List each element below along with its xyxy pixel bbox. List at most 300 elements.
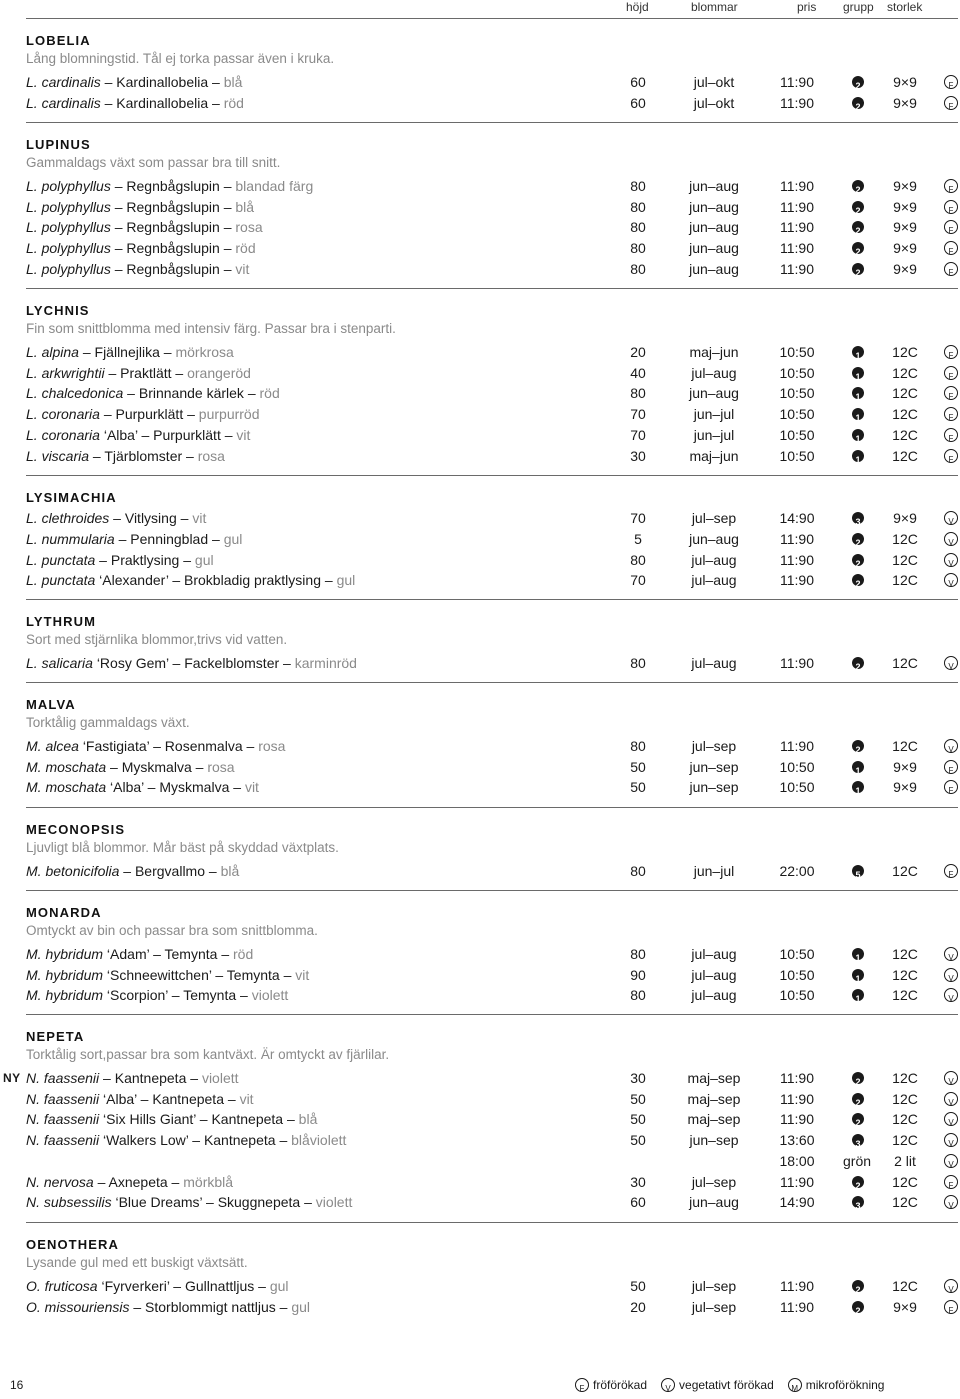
cultivar-name: ‘Blue Dreams’ (115, 1194, 203, 1210)
section-divider (26, 599, 958, 600)
group-number: 2 (852, 1176, 864, 1188)
table-row (0, 1089, 960, 1109)
plant-name: L. polyphyllus – Regnbågslupin – blandad färg (26, 178, 314, 194)
pot-size: 9×9 (893, 199, 917, 215)
propagation-type (944, 1130, 958, 1150)
plant-height: 70 (630, 572, 646, 588)
common-name: Storblommigt nattljus (145, 1299, 276, 1315)
common-name: Kantnepeta (152, 1091, 224, 1107)
bloom-period: jul–aug (691, 946, 737, 962)
propagation-type (944, 363, 958, 383)
flower-color: röd (259, 385, 280, 401)
plant-name: N. faassenii ‘Six Hills Giant’ – Kantnepeta – blå (26, 1111, 318, 1127)
bloom-period: jun–sep (689, 779, 739, 795)
latin-name: M. moschata (26, 759, 107, 775)
latin-name: N. faassenii (26, 1070, 100, 1086)
plant-height: 30 (630, 1070, 646, 1086)
header-height: höjd (626, 0, 649, 14)
bloom-period: maj–jun (689, 344, 739, 360)
section-title: LUPINUS (26, 137, 91, 152)
plant-height: 80 (630, 199, 646, 215)
latin-name: L. cardinalis (26, 95, 101, 111)
propagation-type (944, 861, 958, 881)
section-description: Gammaldags växt som passar bra till snitt. (26, 155, 281, 170)
table-row (0, 1297, 960, 1317)
table-row (0, 446, 960, 466)
propagation-type (944, 550, 958, 570)
flower-color: violett (201, 1070, 239, 1086)
propagation-type (944, 217, 958, 237)
table-row (0, 72, 960, 92)
propagation-type (944, 1276, 958, 1296)
group-badge (852, 93, 864, 113)
common-name: Fackelblomster (184, 655, 280, 671)
group-badge (852, 529, 864, 549)
propagation-icon: F (944, 407, 958, 421)
propagation-icon: V (944, 656, 958, 670)
flower-color: gul (223, 531, 243, 547)
pot-size: 12C (892, 1194, 918, 1210)
bloom-period: jul–aug (691, 967, 737, 983)
propagation-legend (575, 1375, 884, 1395)
pot-size: 9×9 (893, 240, 917, 256)
legend-item (788, 1375, 885, 1395)
propagation-icon: F (944, 449, 958, 463)
common-name: Bergvallmo (134, 863, 205, 879)
group-number: 1 (852, 387, 864, 399)
latin-name: L. punctata (26, 572, 96, 588)
propagation-icon: V (944, 573, 958, 587)
group-number: 2 (852, 657, 864, 669)
price: 10:50 (779, 344, 815, 360)
table-row (0, 259, 960, 279)
propagation-icon: V (944, 1154, 958, 1168)
plant-height: 60 (630, 74, 646, 90)
legend-m-icon: M (788, 1378, 802, 1392)
latin-name: L. arkwrightii (26, 365, 105, 381)
legend-label: vegetativt förökad (679, 1378, 774, 1392)
price: 11:90 (780, 240, 814, 256)
plant-name: M. alcea ‘Fastigiata’ – Rosenmalva – rosa (26, 738, 286, 754)
propagation-icon: V (944, 553, 958, 567)
group-badge (852, 1192, 864, 1212)
cultivar-name: ‘Alba’ (103, 1091, 137, 1107)
flower-color: röd (223, 95, 244, 111)
propagation-icon: V (944, 1133, 958, 1147)
group-number: 1 (852, 781, 864, 793)
flower-color: gul (336, 572, 356, 588)
bloom-period: jul–okt (693, 95, 735, 111)
common-name: Regnbågslupin (126, 240, 220, 256)
cultivar-name: ‘Walkers Low’ (103, 1132, 189, 1148)
plant-name: L. polyphyllus – Regnbågslupin – röd (26, 240, 256, 256)
propagation-type (944, 72, 958, 92)
propagation-type (944, 1068, 958, 1088)
price: 11:90 (780, 1299, 814, 1315)
cultivar-name: ‘Fyrverkeri’ (101, 1278, 170, 1294)
group-number: 3 (852, 512, 864, 524)
common-name: Regnbågslupin (126, 261, 220, 277)
plant-name: L. polyphyllus – Regnbågslupin – blå (26, 199, 255, 215)
plant-name: O. missouriensis – Storblommigt nattljus – gul (26, 1299, 311, 1315)
price: 11:90 (780, 1111, 814, 1127)
propagation-icon: V (944, 1279, 958, 1293)
propagation-icon: F (944, 366, 958, 380)
price: 22:00 (779, 863, 815, 879)
section-title: MECONOPSIS (26, 822, 126, 837)
common-name: Temynta (164, 946, 218, 962)
price: 10:50 (779, 967, 815, 983)
common-name: Temynta (183, 987, 237, 1003)
plant-name: L. cardinalis – Kardinallobelia – blå (26, 74, 243, 90)
flower-color: vit (239, 1091, 254, 1107)
group-badge (852, 1089, 864, 1109)
flower-color: blå (235, 199, 255, 215)
section-title: MONARDA (26, 905, 102, 920)
latin-name: L. chalcedonica (26, 385, 124, 401)
legend-item (575, 1375, 647, 1395)
section-title: MALVA (26, 697, 76, 712)
bloom-period: jul–sep (691, 1174, 737, 1190)
cultivar-name: ‘Scorpion’ (106, 987, 168, 1003)
plant-height: 50 (630, 1111, 646, 1127)
section-description: Torktålig gammaldags växt. (26, 715, 190, 730)
propagation-icon: V (944, 1071, 958, 1085)
plant-height: 80 (630, 261, 646, 277)
cultivar-name: ‘Fastigiata’ (82, 738, 150, 754)
latin-name: L. polyphyllus (26, 261, 111, 277)
propagation-icon: F (944, 200, 958, 214)
common-name: Kantnepeta (203, 1132, 276, 1148)
pot-size: 9×9 (893, 95, 917, 111)
propagation-icon: V (944, 1112, 958, 1126)
propagation-icon: F (944, 760, 958, 774)
propagation-type (944, 1151, 958, 1171)
price: 11:90 (780, 261, 814, 277)
plant-name: M. betonicifolia – Bergvallmo – blå (26, 863, 240, 879)
bloom-period: jul–sep (691, 738, 737, 754)
table-row (0, 861, 960, 881)
group-badge (852, 259, 864, 279)
plant-height: 50 (630, 779, 646, 795)
bloom-period: jun–aug (689, 199, 739, 215)
group-badge (852, 1109, 864, 1129)
section-divider (26, 682, 958, 683)
price: 10:50 (779, 406, 815, 422)
price: 11:90 (780, 572, 814, 588)
plant-name: L. coronaria – Purpurklätt – purpurröd (26, 406, 260, 422)
flower-color: gul (291, 1299, 311, 1315)
latin-name: N. faassenii (26, 1111, 100, 1127)
common-name: Skuggnepeta (217, 1194, 301, 1210)
price: 11:90 (780, 95, 814, 111)
plant-name: N. nervosa – Axnepeta – mörkblå (26, 1174, 234, 1190)
section-description: Omtyckt av bin och passar bra som snittblomma. (26, 923, 318, 938)
flower-color: rosa (207, 759, 235, 775)
group-number: 5 (852, 865, 864, 877)
price: 13:60 (779, 1132, 815, 1148)
page-number: 16 (10, 1378, 24, 1392)
pot-size: 9×9 (893, 779, 917, 795)
table-row (0, 93, 960, 113)
plant-height: 70 (630, 427, 646, 443)
common-name: Regnbågslupin (126, 199, 220, 215)
pot-size: 12C (892, 344, 918, 360)
plant-name: N. faassenii ‘Alba’ – Kantnepeta – vit (26, 1091, 254, 1107)
propagation-icon: F (944, 179, 958, 193)
propagation-type (944, 259, 958, 279)
section-divider (26, 475, 958, 476)
plant-name: L. polyphyllus – Regnbågslupin – rosa (26, 219, 263, 235)
bloom-period: maj–jun (689, 448, 739, 464)
common-name: Myskmalva (159, 779, 230, 795)
plant-name: L. arkwrightii – Praktlätt – orangeröd (26, 365, 251, 381)
section-title: LYSIMACHIA (26, 490, 117, 505)
section-divider (26, 18, 958, 19)
price: 10:50 (779, 385, 815, 401)
bloom-period: jul–aug (691, 572, 737, 588)
propagation-type (944, 757, 958, 777)
propagation-type (944, 176, 958, 196)
pot-size: 12C (892, 1070, 918, 1086)
common-name: Fjällnejlika (94, 344, 160, 360)
propagation-type (944, 965, 958, 985)
latin-name: L. polyphyllus (26, 178, 111, 194)
common-name: Brinnande kärlek (138, 385, 244, 401)
common-name: Kardinallobelia (116, 74, 209, 90)
group-badge (852, 550, 864, 570)
price: 11:90 (780, 1091, 814, 1107)
group-badge (852, 404, 864, 424)
propagation-type (944, 1109, 958, 1129)
table-row (0, 404, 960, 424)
pot-size: 12C (892, 1174, 918, 1190)
plant-name: N. faassenii ‘Walkers Low’ – Kantnepeta – blåviolett (26, 1132, 347, 1148)
table-row (0, 383, 960, 403)
section-description: Lysande gul med ett buskigt växtsätt. (26, 1255, 248, 1270)
common-name: Axnepeta (108, 1174, 168, 1190)
plant-height: 90 (630, 967, 646, 983)
bloom-period: jun–aug (689, 385, 739, 401)
group-number: 2 (852, 180, 864, 192)
group-badge (852, 757, 864, 777)
latin-name: M. hybridum (26, 987, 104, 1003)
latin-name: N. faassenii (26, 1132, 100, 1148)
group-number: 2 (852, 1113, 864, 1125)
propagation-type (944, 777, 958, 797)
pot-size: 12C (892, 1278, 918, 1294)
propagation-icon: F (944, 220, 958, 234)
price: 10:50 (779, 448, 815, 464)
latin-name: N. faassenii (26, 1091, 100, 1107)
group-number: 1 (852, 367, 864, 379)
plant-height: 80 (630, 946, 646, 962)
plant-height: 60 (630, 1194, 646, 1210)
latin-name: L. viscaria (26, 448, 90, 464)
plant-height: 80 (630, 219, 646, 235)
flower-color: röd (233, 946, 254, 962)
pot-size: 12C (892, 655, 918, 671)
propagation-type (944, 508, 958, 528)
propagation-icon: F (944, 428, 958, 442)
propagation-type (944, 1192, 958, 1212)
bloom-period: jun–aug (689, 1194, 739, 1210)
plant-height: 80 (630, 178, 646, 194)
group-number: 1 (852, 948, 864, 960)
group-badge (852, 508, 864, 528)
group-badge (852, 176, 864, 196)
propagation-type (944, 736, 958, 756)
latin-name: O. fruticosa (26, 1278, 98, 1294)
latin-name: M. moschata (26, 779, 107, 795)
bloom-period: jun–sep (689, 1132, 739, 1148)
bloom-period: jun–aug (689, 178, 739, 194)
propagation-type (944, 197, 958, 217)
table-row (0, 529, 960, 549)
bloom-period: jun–jul (693, 427, 735, 443)
group-badge (852, 965, 864, 985)
latin-name: L. cardinalis (26, 74, 101, 90)
propagation-icon: F (944, 241, 958, 255)
section-description: Sort med stjärnlika blommor,trivs vid vatten. (26, 632, 288, 647)
section-divider (26, 1222, 958, 1223)
legend-label: fröförökad (593, 1378, 648, 1392)
plant-name: L. salicaria ‘Rosy Gem’ – Fackelblomster – karminröd (26, 655, 357, 671)
flower-color: violett (315, 1194, 353, 1210)
plant-height: 80 (630, 385, 646, 401)
flower-color: blå (298, 1111, 318, 1127)
common-name: Kantnepeta (211, 1111, 284, 1127)
flower-color: röd (235, 240, 256, 256)
price: 11:90 (780, 552, 814, 568)
plant-height: 20 (630, 1299, 646, 1315)
price: 14:90 (779, 510, 815, 526)
table-row (0, 1151, 960, 1171)
table-row (0, 550, 960, 570)
section-divider (26, 807, 958, 808)
group-badge (852, 985, 864, 1005)
plant-name: N. subsessilis ‘Blue Dreams’ – Skuggnepeta – violett (26, 1194, 353, 1210)
common-name: Gullnattljus (184, 1278, 255, 1294)
plant-height: 80 (630, 552, 646, 568)
header-group: grupp (843, 0, 874, 14)
plant-height: 80 (630, 738, 646, 754)
table-row (0, 1130, 960, 1150)
table-row (0, 176, 960, 196)
flower-color: rosa (197, 448, 225, 464)
common-name: Kardinallobelia (116, 95, 209, 111)
pot-size: 9×9 (893, 74, 917, 90)
pot-size: 12C (892, 738, 918, 754)
section-description: Lång blomningstid. Tål ej torka passar även i kruka. (26, 51, 335, 66)
plant-height: 40 (630, 365, 646, 381)
plant-name: L. nummularia – Penningblad – gul (26, 531, 243, 547)
pot-size: 12C (892, 406, 918, 422)
propagation-icon: F (944, 75, 958, 89)
flower-color: rosa (235, 219, 263, 235)
pot-size: 9×9 (893, 759, 917, 775)
header-flowers: blommar (691, 0, 738, 14)
plant-name: N. faassenii – Kantnepeta – violett (26, 1070, 239, 1086)
pot-size: 2 lit (894, 1153, 916, 1169)
group-badge (852, 861, 864, 881)
group-number: 2 (852, 1093, 864, 1105)
group-number: 1 (852, 450, 864, 462)
bloom-period: maj–sep (687, 1070, 741, 1086)
propagation-type (944, 653, 958, 673)
bloom-period: jun–jul (693, 863, 735, 879)
group-number: 2 (852, 221, 864, 233)
plant-height: 50 (630, 1132, 646, 1148)
group-number: 3 (852, 1196, 864, 1208)
plant-name: L. coronaria ‘Alba’ – Purpurklätt – vit (26, 427, 251, 443)
table-row (0, 570, 960, 590)
plant-height: 80 (630, 240, 646, 256)
common-name: Rosenmalva (164, 738, 243, 754)
plant-height: 20 (630, 344, 646, 360)
flower-color: blandad färg (235, 178, 314, 194)
plant-height: 80 (630, 987, 646, 1003)
group-number: 2 (852, 740, 864, 752)
bloom-period: jun–aug (689, 261, 739, 277)
plant-height: 5 (634, 531, 642, 547)
pot-size: 12C (892, 1132, 918, 1148)
group-badge (852, 363, 864, 383)
bloom-period: jul–sep (691, 510, 737, 526)
price: 18:00 (779, 1153, 815, 1169)
propagation-icon: V (944, 511, 958, 525)
latin-name: N. nervosa (26, 1174, 94, 1190)
latin-name: N. subsessilis (26, 1194, 112, 1210)
pot-size: 12C (892, 987, 918, 1003)
section-description: Fin som snittblomma med intensiv färg. Passar bra i stenparti. (26, 321, 396, 336)
pot-size: 12C (892, 863, 918, 879)
price: 11:90 (780, 531, 814, 547)
group-badge (852, 217, 864, 237)
table-row (0, 1276, 960, 1296)
table-row (0, 777, 960, 797)
legend-f-icon: F (575, 1378, 589, 1392)
cultivar-name: ‘Alexander’ (99, 572, 169, 588)
plant-height: 70 (630, 406, 646, 422)
price: 11:90 (780, 74, 814, 90)
common-name: Brokbladig praktlysing (184, 572, 321, 588)
group-badge (852, 425, 864, 445)
pot-size: 12C (892, 1091, 918, 1107)
pot-size: 12C (892, 1111, 918, 1127)
group-number: 2 (852, 1072, 864, 1084)
propagation-type (944, 425, 958, 445)
header-price: pris (797, 0, 817, 14)
plant-name: O. fruticosa ‘Fyrverkeri’ – Gullnattljus – gul (26, 1278, 289, 1294)
propagation-icon: V (944, 1092, 958, 1106)
section-title: NEPETA (26, 1029, 85, 1044)
propagation-type (944, 944, 958, 964)
group-badge (852, 197, 864, 217)
price: 11:90 (780, 738, 814, 754)
pot-size: 9×9 (893, 1299, 917, 1315)
cultivar-name: ‘Alba’ (110, 779, 144, 795)
price: 11:90 (780, 655, 814, 671)
table-row (0, 217, 960, 237)
plant-height: 50 (630, 1091, 646, 1107)
table-row (0, 238, 960, 258)
propagation-type (944, 1089, 958, 1109)
propagation-icon: F (944, 864, 958, 878)
plant-name: M. hybridum ‘Adam’ – Temynta – röd (26, 946, 254, 962)
propagation-type (944, 404, 958, 424)
bloom-period: jun–aug (689, 240, 739, 256)
